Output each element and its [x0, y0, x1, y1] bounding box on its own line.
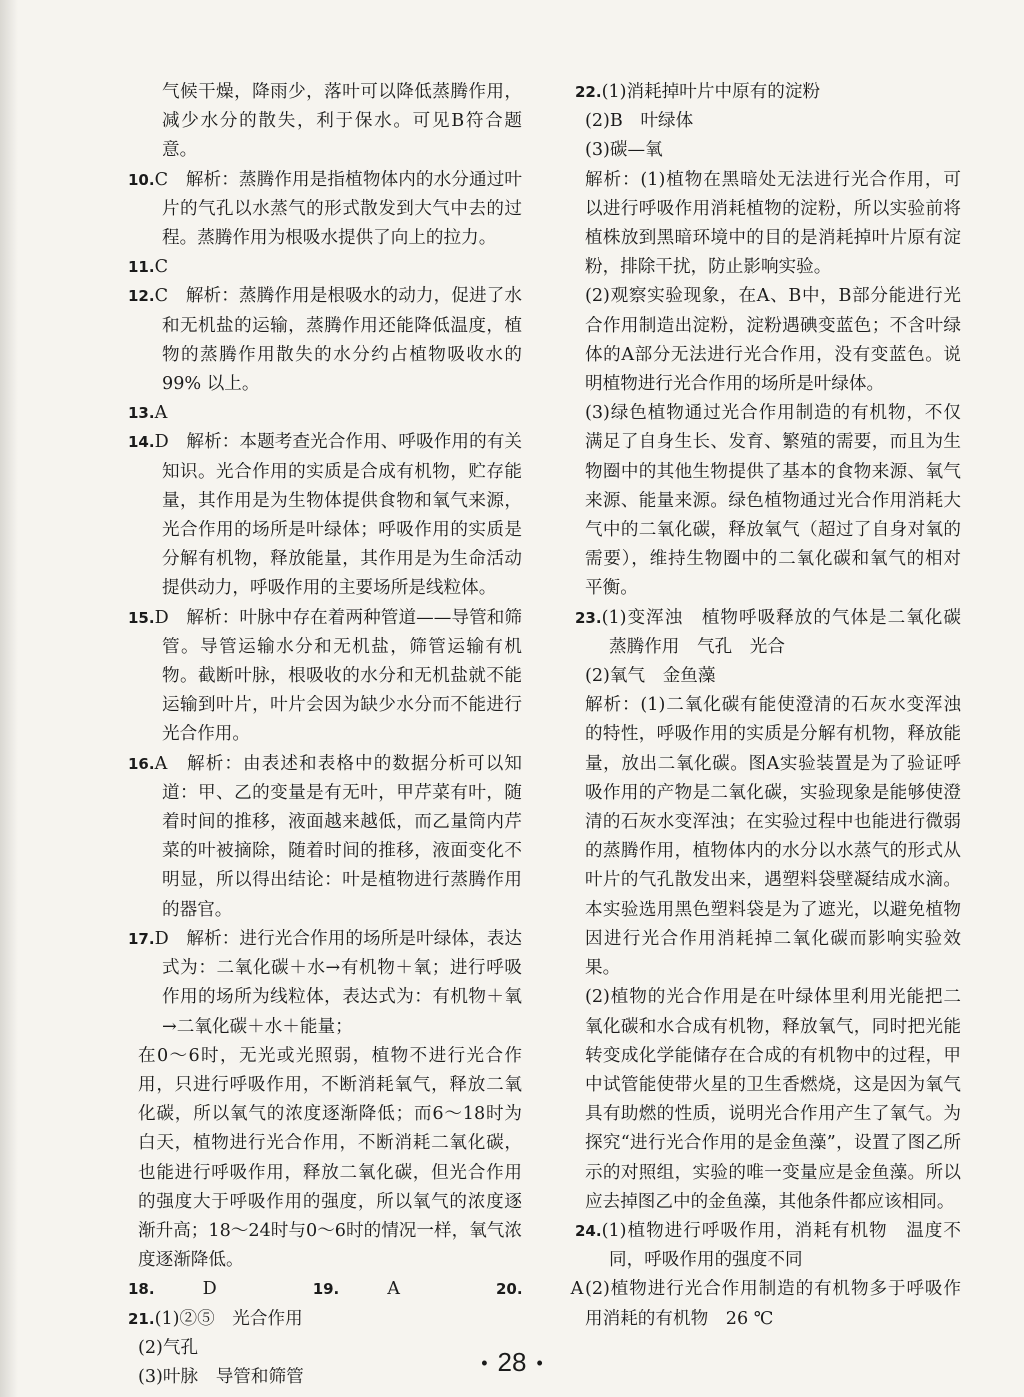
answer-text: C — [154, 257, 169, 278]
answer-text: A — [387, 1279, 400, 1300]
page-number-value: 28 — [497, 1347, 527, 1377]
question-number: 19. — [312, 1280, 340, 1299]
page-number — [0, 1347, 1024, 1378]
answer-paragraph — [575, 691, 961, 983]
answer-paragraph — [128, 604, 522, 750]
answer-text: (2)观察实验现象，在A、B中，B部分能进行光合作用制造出淀粉，淀粉遇碘变蓝色；不含叶绿体的A部分无法进行光合作用，没有变蓝色。说明植物进行光合作用的场所是叶绿体。 — [585, 286, 961, 395]
answer-paragraph — [575, 78, 961, 107]
question-number: 24. — [575, 1221, 602, 1240]
right-column — [575, 78, 979, 1334]
answer-paragraph — [575, 662, 961, 691]
question-number: 22. — [575, 83, 602, 101]
answers-18-20-row — [128, 1275, 584, 1304]
answer-paragraph — [575, 399, 961, 603]
question-number: 16. — [128, 754, 155, 773]
question-number: 17. — [128, 929, 155, 948]
question-number: 21. — [128, 1309, 155, 1328]
answer-paragraph — [575, 1275, 961, 1333]
question-number: 12. — [128, 287, 155, 306]
question-number: 18. — [128, 1280, 155, 1299]
answer-paragraph — [575, 604, 979, 662]
short-answer — [128, 1279, 265, 1299]
answer-text: (1)②⑤ 光合作用 — [154, 1308, 303, 1329]
answer-text: A — [570, 1279, 584, 1300]
answer-paragraph — [128, 253, 522, 282]
answer-text: A 解析：由表述和表格中的数据分析可以知道：甲、乙的变量是有无叶，甲芹菜有叶，随着时间的推移，液面越来越低，而乙量筒内芹菜的叶被摘除，随着时间的推移，液面变化不明显，所以得出结论：叶是植物进行蒸腾作用的器官。 — [154, 753, 522, 920]
answer-text: A — [154, 403, 168, 424]
answer-text: D 解析：本题考查光合作用、呼吸作用的有关知识。光合作用的实质是合成有机物，贮存能量，其作用是为生物体提供食物和氧气来源，光合作用的场所是叶绿体；呼吸作用的实质是分解有机物，释放能量，其作用是为生命活动提供动力，呼吸作用的主要场所是线粒体。 — [154, 432, 522, 599]
answer-paragraph — [128, 1305, 522, 1334]
answer-paragraph — [128, 750, 522, 925]
page-edge-shadow — [0, 0, 18, 1397]
answer-text: 解析：(1)植物在黑暗处无法进行光合作用，可以进行呼吸作用消耗植物的淀粉，所以实验前将植株放到黑暗环境中的目的是消耗掉叶片原有淀粉，排除干扰，防止影响实验。 — [585, 169, 961, 278]
answer-text: C 解析：蒸腾作用是根吸水的动力，促进了水和无机盐的运输，蒸腾作用还能降低温度，植物的蒸腾作用散失的水分约占植物吸收水的 99% 以上。 — [154, 286, 522, 395]
short-answer — [313, 1279, 448, 1299]
answer-paragraph — [575, 1217, 961, 1275]
answer-text: (1)变浑浊 植物呼吸释放的气体是二氧化碳 蒸腾作用 气孔 光合 — [601, 607, 979, 657]
answer-paragraph — [128, 399, 522, 428]
answer-paragraph — [128, 925, 522, 1042]
answer-text: (2)气孔 — [138, 1337, 199, 1358]
answer-text: 气候干燥，降雨少，落叶可以降低蒸腾作用，减少水分的散失，利于保水。可见B符合题意。 — [162, 82, 522, 161]
answer-text: (1)植物进行呼吸作用，消耗有机物 温度不同，呼吸作用的强度不同 — [601, 1220, 961, 1271]
answer-text: D — [202, 1279, 217, 1300]
answer-text: D 解析：进行光合作用的场所是叶绿体，表达式为：二氧化碳＋水→有机物＋氧；进行呼吸作用的场所为线粒体，表达式为：有机物＋氧→二氧化碳＋水＋能量； — [154, 928, 522, 1037]
answer-text: (2)植物的光合作用是在叶绿体里利用光能把二氧化碳和水合成有机物，释放氧气，同时把光能转变成化学能储存在合成的有机物中的过程，甲中试管能使带火星的卫生香燃烧，这是因为氧气具有助燃的性质，说明光合作用产生了氧气。为探究“进行光合作用的是金鱼藻”，设置了图乙所示的对照组，实验的唯一变量应是金鱼藻。所以应去掉图乙中的金鱼藻，其他条件都应该相同。 — [585, 987, 961, 1212]
answer-text: C 解析：蒸腾作用是指植物体内的水分通过叶片的气孔以水蒸气的形式散发到大气中去的过程。蒸腾作用为根吸水提供了向上的拉力。 — [154, 169, 522, 249]
question-number: 15. — [128, 608, 155, 627]
answer-paragraph — [128, 166, 522, 254]
question-number: 13. — [128, 404, 155, 423]
answer-paragraph — [575, 166, 961, 283]
answer-paragraph — [575, 983, 961, 1217]
answer-paragraph — [575, 136, 961, 165]
dot-left-icon: • — [481, 1353, 488, 1373]
question-number: 20. — [495, 1280, 523, 1299]
dot-right-icon: • — [536, 1353, 543, 1373]
answer-paragraph — [128, 1042, 522, 1276]
question-number: 23. — [575, 608, 602, 627]
answer-text: D 解析：叶脉中存在着两种管道——导管和筛管。导管运输水分和无机盐，筛管运输有机物。截断叶脉，根吸收的水分和无机盐就不能运输到叶片，叶片会因为缺少水分而不能进行光合作用。 — [154, 607, 522, 745]
answer-text: (1)消耗掉叶片中原有的淀粉 — [601, 82, 821, 102]
answer-paragraph — [128, 78, 522, 166]
answer-text: (2)植物进行光合作用制造的有机物多于呼吸作用消耗的有机物 26 ℃ — [585, 1279, 961, 1329]
answer-text: (3)碳—氧 — [585, 140, 663, 161]
answer-text: (2)B 叶绿体 — [585, 111, 694, 132]
question-number: 11. — [128, 258, 155, 277]
answer-paragraph — [575, 107, 961, 136]
answer-paragraph — [128, 282, 522, 399]
answer-text: (3)绿色植物通过光合作用制造的有机物，不仅满足了自身生长、发育、繁殖的需要，而且为生物圈中的其他生物提供了基本的食物来源、氧气来源、能量来源。绿色植物通过光合作用消耗大气中的二氧化碳，释放氧气（超过了自身对氧的需要），维持生物圈中的二氧化碳和氧气的相对平衡。 — [585, 403, 961, 599]
answer-paragraph — [128, 428, 522, 603]
answer-text: 解析：(1)二氧化碳有能使澄清的石灰水变浑浊的特性，呼吸作用的实质是分解有机物，释放能量，放出二氧化碳。图A实验装置是为了验证呼吸作用的产物是二氧化碳，实验现象是能够使澄清的石灰水变浑浊；在实验过程中也能进行微弱的蒸腾作用，植物体内的水分以水蒸气的形式从叶片的气孔散发出来，遇塑料袋壁凝结成水滴。本实验选用黑色塑料袋是为了遮光，以避免植物因进行光合作用消耗掉二氧化碳而影响实验效果。 — [585, 695, 961, 979]
answer-text: 在0～6时，无光或光照弱，植物不进行光合作用，只进行呼吸作用，不断消耗氧气，释放二氧化碳，所以氧气的浓度逐渐降低；而6～18时为白天，植物进行光合作用，不断消耗二氧化碳，也能进行呼吸作用，释放二氧化碳，但光合作用的强度大于呼吸作用的强度，所以氧气的浓度逐渐升高；18～24时与0～6时的情况一样，氧气浓度逐渐降低。 — [138, 1045, 522, 1271]
question-number: 10. — [128, 170, 155, 189]
answer-text: (2)氧气 金鱼藻 — [585, 666, 716, 687]
answer-paragraph — [575, 282, 961, 399]
answer-text: (3)叶脉 导管和筛管 — [138, 1366, 304, 1387]
left-column — [128, 78, 584, 1392]
question-number: 14. — [128, 433, 155, 452]
